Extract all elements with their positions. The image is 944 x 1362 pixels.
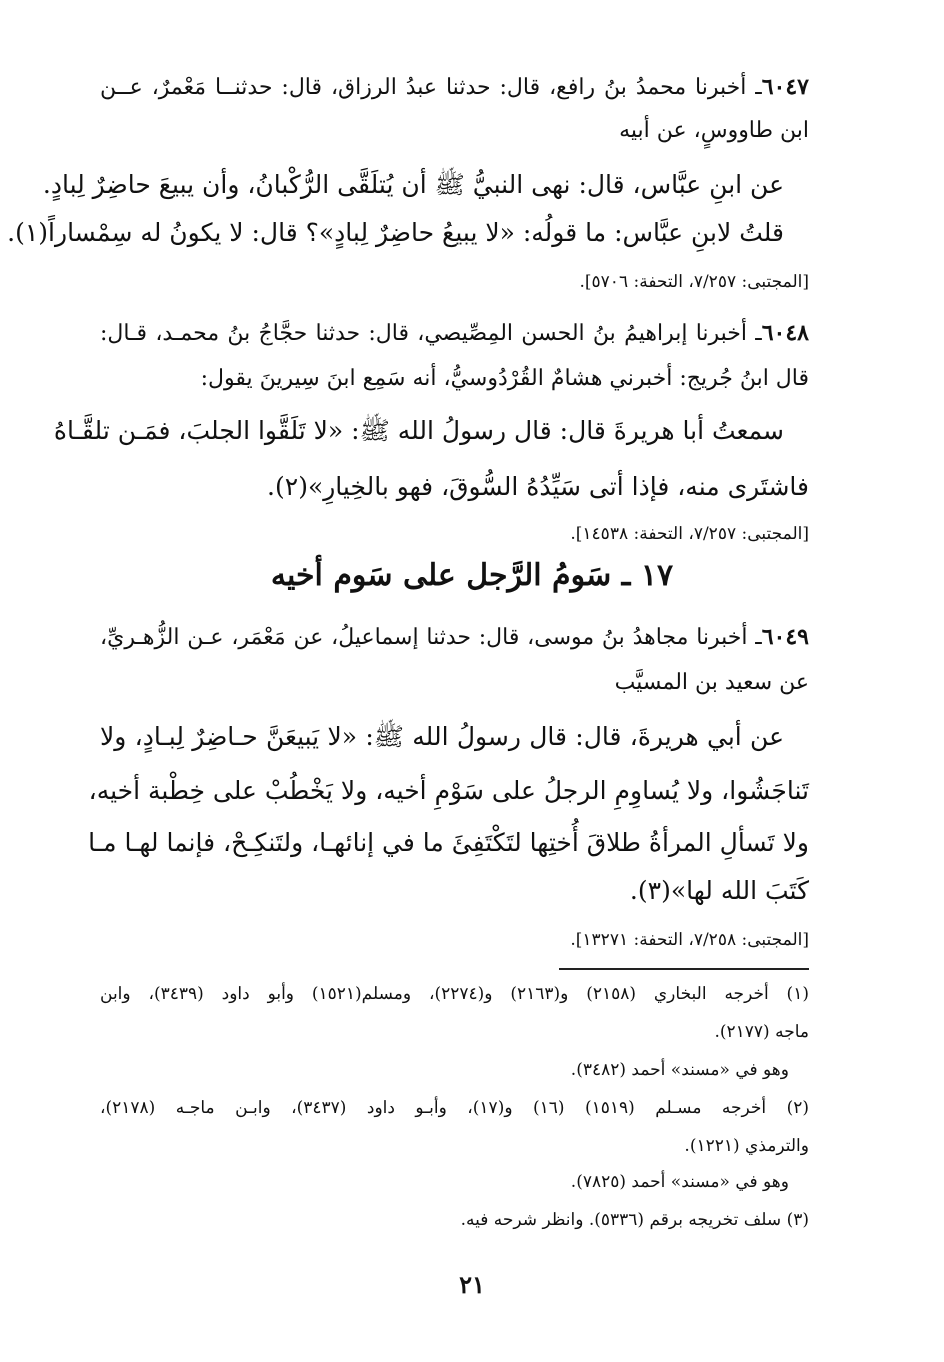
hadith-6047-matn-line-2: قلتُ لابنِ عبَّاس: ما قولُه: «لا يبيعُ حاضِرٌ لِبادٍ»؟ قال: لا يكونُ له سِمْساراً(١). (7, 218, 784, 247)
isnad-text: ـ أخبرنا مجاهدُ بنُ موسى، قال: حدثنا إسماعيلُ، عن مَعْمَر، عـن الزُّهـريِّ، (100, 625, 762, 650)
hadith-6049-matn-line-3: ولا تَسألِ المرأةُ طلاقَ أُختِها لتَكْتَفِئَ ما في إنائهـا، ولتَنكِـحْ، فإنما لهـا مـا (88, 828, 809, 857)
footnote-1-line-1: (١) أخرجه البخاري (٢١٥٨) و(٢١٦٣) و(٢٢٧٤)، ومسلم(١٥٢١) وأبو داود (٣٤٣٩)، وابن (100, 984, 809, 1004)
chapter-heading: ١٧ ـ سَومُ الرَّجل على سَوم أخيه (270, 558, 674, 593)
page-number: ٢١ (459, 1270, 485, 1299)
hadith-number: ٦٠٤٧ (761, 74, 809, 100)
isnad-text: ـ أخبرنا محمدُ بنُ رافع، قال: حدثنا عبدُ الرزاق، قال: حدثنــا مَعْمرٌ، عــن (100, 75, 762, 100)
hadith-6047-matn-line-1: عن ابنِ عبَّاس، قال: نهى النبيُّ ﷺ أن يُتلَقَّى الرُّكْبانُ، وأن يبيعَ حاضِرٌ لِبادٍ. (42, 170, 784, 199)
hadith-6047-isnad-line-2: ابن طاووسٍ، عن أبيه (619, 118, 809, 143)
hadith-6049-isnad-line-1 (100, 622, 809, 653)
hadith-6049-matn-line-1: عن أبي هريرةَ، قال: قال رسولُ الله ﷺ: «لا يَبيعَنَّ حـاضِرٌ لِبـادٍ، ولا (100, 722, 784, 751)
hadith-number: ٦٠٤٨ (761, 320, 809, 346)
footnote-3-line-1: (٣) سلف تخريجه برقم (٥٣٣٦). وانظر شرحه فيه. (460, 1210, 809, 1230)
footnote-1-line-2: ماجه (٢١٧٧). (714, 1022, 809, 1042)
hadith-6049-matn-line-2: تَناجَشُوا، ولا يُساوِمِ الرجلُ على سَوْمِ أخيه، ولا يَخْطُبْ على خِطْبة أخيه، (88, 776, 809, 805)
footnote-divider (559, 968, 809, 970)
hadith-6048-isnad-line-1 (100, 318, 809, 349)
hadith-6047-isnad-line-1 (100, 72, 809, 103)
footnote-2-line-2: والترمذي (١٢٢١). (684, 1136, 809, 1156)
isnad-text: ـ أخبرنا إبراهيمُ بنُ الحسن المِصِّيصي، قال: حدثنا حجَّاجُ بنُ محمـد، قـال: (100, 321, 762, 346)
hadith-number: ٦٠٤٩ (761, 624, 809, 650)
hadith-6048-matn-line-1: سمعتُ أبا هريرةَ قال: قال رسولُ الله ﷺ: «لا تَلَقَّوا الجلبَ، فمَـن تلقَّـاهُ (53, 416, 784, 445)
hadith-6047-reference: [المجتبى: ٧/٢٥٧، التحفة: ٥٧٠٦]. (579, 272, 809, 292)
hadith-6049-matn-line-4: كَتَبَ الله لها»(٣). (629, 876, 809, 905)
hadith-6048-matn-line-2: فاشتَرى منه، فإذا أتى سَيِّدُهُ السُّوقَ، فهو بالخِيارِ»(٢). (267, 472, 809, 501)
footnote-1-line-3: وهو في «مسند» أحمد (٣٤٨٢). (570, 1060, 789, 1080)
hadith-6048-reference: [المجتبى: ٧/٢٥٧، التحفة: ١٤٥٣٨]. (570, 524, 809, 544)
hadith-6048-isnad-line-2: قال ابنُ جُريج: أخبرني هشامٌ القُرْدُوسيُّ، أنه سَمِع ابنَ سِيرينَ يقول: (200, 366, 809, 391)
hadith-6049-isnad-line-2: عن سعيد بن المسيَّب (614, 670, 809, 695)
hadith-6049-reference: [المجتبى: ٧/٢٥٨، التحفة: ١٣٢٧١]. (570, 930, 809, 950)
footnote-2-line-3: وهو في «مسند» أحمد (٧٨٢٥). (570, 1172, 789, 1192)
footnote-2-line-1: (٢) أخرجه مسـلم (١٥١٩) (١٦) و(١٧)، وأبـو داود (٣٤٣٧)، وابـن ماجـه (٢١٧٨)، (100, 1098, 810, 1118)
